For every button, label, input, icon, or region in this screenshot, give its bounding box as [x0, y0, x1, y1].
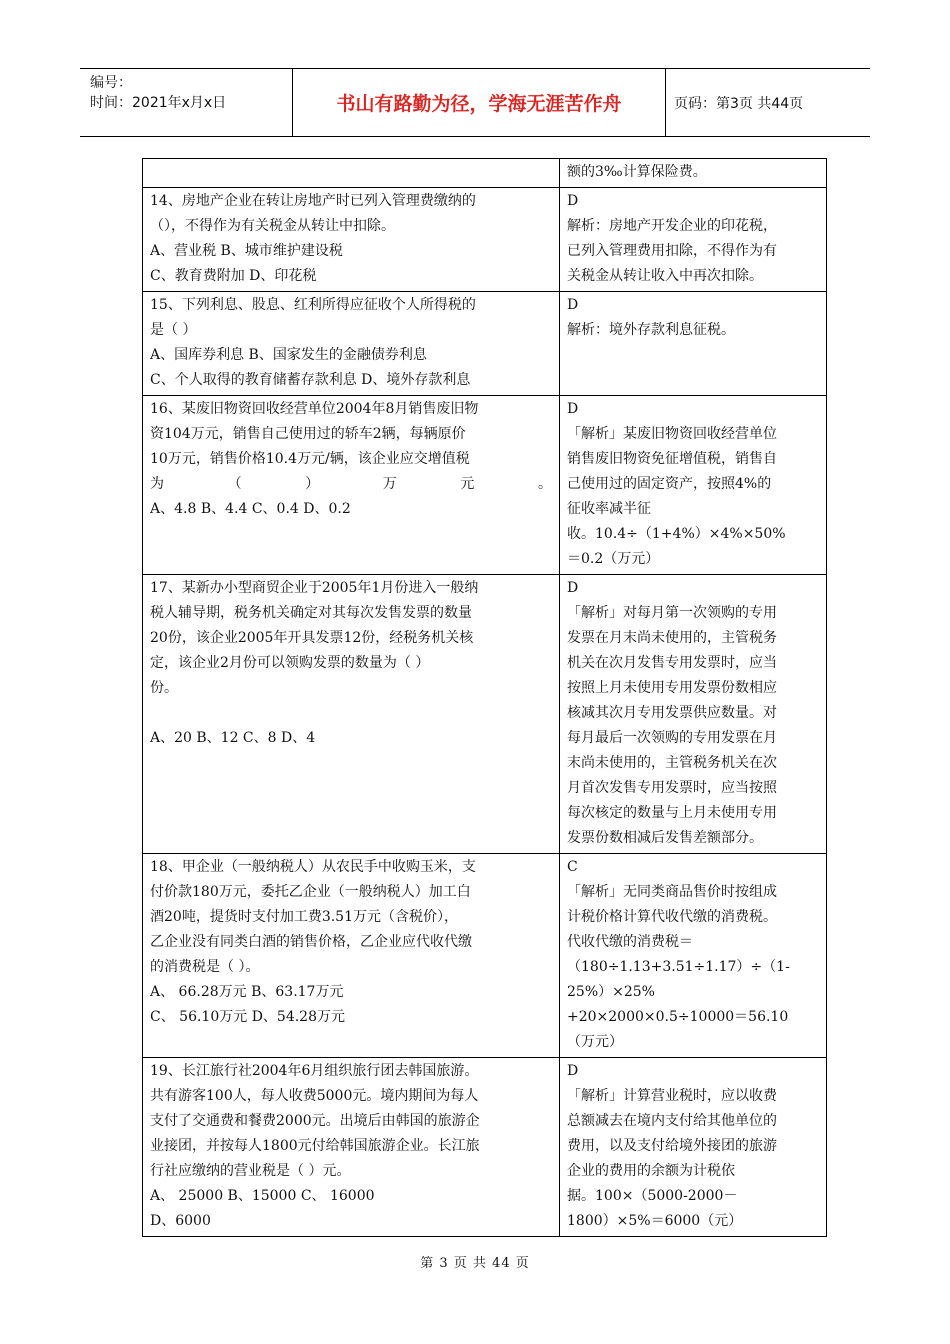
question-line: 18、甲企业（一般纳税人）从农民手中收购玉米，支: [150, 859, 476, 875]
answer-cell: [560, 854, 827, 1058]
answer-line: D: [567, 193, 579, 209]
question-line: 酒20吨，提货时支付加工费3.51万元（含税价），: [150, 909, 458, 925]
question-line: 资104万元，销售自己使用过的轿车2辆，每辆原价: [150, 426, 466, 442]
answer-line: 发票份数相减后发售差额部分。: [567, 830, 763, 846]
question-options: A、4.8 B、4.4 C、0.4 D、0.2: [150, 501, 351, 517]
question-line: A、 25000 B、15000 C、 16000: [150, 1188, 375, 1204]
question-row: [143, 292, 827, 396]
answer-line: D: [567, 1063, 579, 1079]
answer-line: C: [567, 859, 578, 875]
question-row: [143, 1058, 827, 1237]
question-line: 付价款180万元，委托乙企业（一般纳税人）加工白: [150, 884, 471, 900]
question-line: 定，该企业2月份可以领购发票的数量为（ ）: [150, 655, 430, 671]
question-cell: [143, 1058, 560, 1237]
answer-line: D: [567, 580, 579, 596]
question-char: 。: [537, 476, 552, 492]
question-line: 17、某新办小型商贸企业于2005年1月份进入一般纳: [150, 580, 479, 596]
question-line: 10万元，销售价格10.4万元/辆，该企业应交增值税: [150, 451, 470, 467]
answer-line: D: [567, 297, 579, 313]
answer-cell: [560, 292, 827, 396]
time-label: 时间：2021年x月x日: [90, 95, 227, 111]
number-label: 编号：: [90, 75, 132, 91]
answer-line: 据。100×（5000-2000－: [567, 1188, 738, 1204]
question-cell: [143, 159, 560, 188]
question-line: 的消费税是（ ）。: [150, 959, 260, 975]
question-char: （: [227, 476, 242, 492]
question-line: A、营业税 B、城市维护建设税: [150, 243, 343, 259]
answer-line: 「解析」某废旧物资回收经营单位: [567, 426, 777, 442]
question-line: 业接团，并按每人1800元付给韩国旅游企业。长江旅: [150, 1138, 480, 1154]
answer-line: D: [567, 401, 579, 417]
answer-line: 征收率减半征: [567, 501, 651, 517]
answer-line: 核减其次月专用发票供应数量。对: [567, 705, 777, 721]
question-line: 乙企业没有同类白酒的销售价格，乙企业应代收代缴: [150, 934, 472, 950]
answer-line: 己使用过的固定资产，按照4%的: [567, 476, 772, 492]
answer-line: 1800）×5%＝6000（元）: [567, 1213, 743, 1229]
question-line: 行社应缴纳的营业税是（ ）元。: [150, 1163, 351, 1179]
answer-line: 总额减去在境内支付给其他单位的: [567, 1113, 777, 1129]
header-page-label: 页码：第3页 共44页: [674, 95, 804, 112]
question-line: D、6000: [150, 1213, 211, 1229]
question-row: [143, 396, 827, 575]
question-line: A、国库券利息 B、国家发生的金融债券利息: [150, 347, 427, 363]
question-row: [143, 159, 827, 188]
question-line: A、20 B、12 C、8 D、4: [150, 730, 316, 746]
question-char: 万: [382, 476, 397, 492]
answer-line: 发票在月末尚未使用的，主管税务: [567, 630, 777, 646]
answer-cell: [560, 575, 827, 854]
answer-cell: [560, 396, 827, 575]
question-line: 共有游客100人，每人收费5000元。境内期间为每人: [150, 1088, 479, 1104]
question-cell: [143, 396, 560, 575]
answer-line: 代收代缴的消费税＝: [567, 934, 693, 950]
question-line: （），不得作为有关税金从转让中扣除。: [150, 218, 395, 234]
question-line: 20份，该企业2005年开具发票12份，经税务机关核: [150, 630, 474, 646]
answer-line: 25%）×25%: [567, 984, 655, 1000]
page-footer: 第 3 页 共 44 页: [420, 1256, 530, 1271]
answer-line: 每次核定的数量与上月未使用专用: [567, 805, 777, 821]
answer-line: 额的3‰计算保险费。: [567, 164, 707, 180]
question-line: 14、房地产企业在转让房地产时已列入管理费缴纳的: [150, 193, 476, 209]
answer-line: （180÷1.13+3.51÷1.17）÷（1-: [567, 959, 790, 975]
answer-line: （万元）: [567, 1034, 623, 1050]
question-cell: [143, 575, 560, 854]
question-cell: [143, 292, 560, 396]
answer-line: 已列入管理费用扣除，不得作为有: [567, 243, 777, 259]
answer-line: 企业的费用的余额为计税依: [567, 1163, 735, 1179]
page-header: [80, 68, 870, 137]
answer-line: 「解析」对每月第一次领购的专用: [567, 605, 777, 621]
question-line: 税人辅导期，税务机关确定对其每次发售发票的数量: [150, 605, 472, 621]
question-line: [150, 472, 552, 497]
answer-line: 费用，以及支付给境外接团的旅游: [567, 1138, 777, 1154]
question-line: 是（ ）: [150, 322, 197, 338]
question-char: 元: [460, 476, 475, 492]
question-line: 19、长江旅行社2004年6月组织旅行团去韩国旅游。: [150, 1063, 479, 1079]
answer-line: 解析：房地产开发企业的印花税，: [567, 218, 777, 234]
answer-line: 月首次发售专用发票时，应当按照: [567, 780, 777, 796]
answer-line: +20×2000×0.5÷10000＝56.10: [567, 1009, 789, 1025]
answer-line: 解析：境外存款利息征税。: [567, 322, 735, 338]
question-line: 15、下列利息、股息、红利所得应征收个人所得税的: [150, 297, 476, 313]
answer-cell: [560, 1058, 827, 1237]
answer-line: 「解析」无同类商品售价时按组成: [567, 884, 777, 900]
question-line: 16、某废旧物资回收经营单位2004年8月销售废旧物: [150, 401, 479, 417]
answer-line: 计税价格计算代收代缴的消费税。: [567, 909, 777, 925]
question-line: C、 56.10万元 D、54.28万元: [150, 1009, 345, 1025]
question-line: A、 66.28万元 B、63.17万元: [150, 984, 344, 1000]
question-table: [142, 158, 827, 1237]
answer-line: 末尚未使用的，主管税务机关在次: [567, 755, 777, 771]
question-line: [150, 701, 552, 726]
question-line: 份。: [150, 680, 178, 696]
answer-line: 每月最后一次领购的专用发票在月: [567, 730, 777, 746]
question-line: C、教育费附加 D、印花税: [150, 268, 317, 284]
header-motto: 书山有路勤为径，学海无涯苦作舟: [293, 69, 666, 136]
answer-line: 「解析」计算营业税时，应以收费: [567, 1088, 777, 1104]
header-meta: [80, 69, 293, 136]
question-row: [143, 854, 827, 1058]
question-line: 支付了交通费和餐费2000元。出境后由韩国的旅游企: [150, 1113, 480, 1129]
question-row: [143, 188, 827, 292]
question-char: ）: [305, 476, 320, 492]
question-row: [143, 575, 827, 854]
answer-line: 关税金从转让收入中再次扣除。: [567, 268, 763, 284]
answer-cell: [560, 159, 827, 188]
question-cell: [143, 854, 560, 1058]
question-char: 为: [150, 476, 164, 492]
question-cell: [143, 188, 560, 292]
answer-line: 机关在次月发售专用发票时，应当: [567, 655, 777, 671]
answer-cell: [560, 188, 827, 292]
answer-line: 收。10.4÷（1+4%）×4%×50%: [567, 526, 786, 542]
answer-line: 按照上月未使用专用发票份数相应: [567, 680, 777, 696]
question-line: C、个人取得的教育储蓄存款利息 D、境外存款利息: [150, 372, 471, 388]
answer-line: ＝0.2（万元）: [567, 551, 660, 567]
answer-line: 销售废旧物资免征增值税，销售自: [567, 451, 777, 467]
